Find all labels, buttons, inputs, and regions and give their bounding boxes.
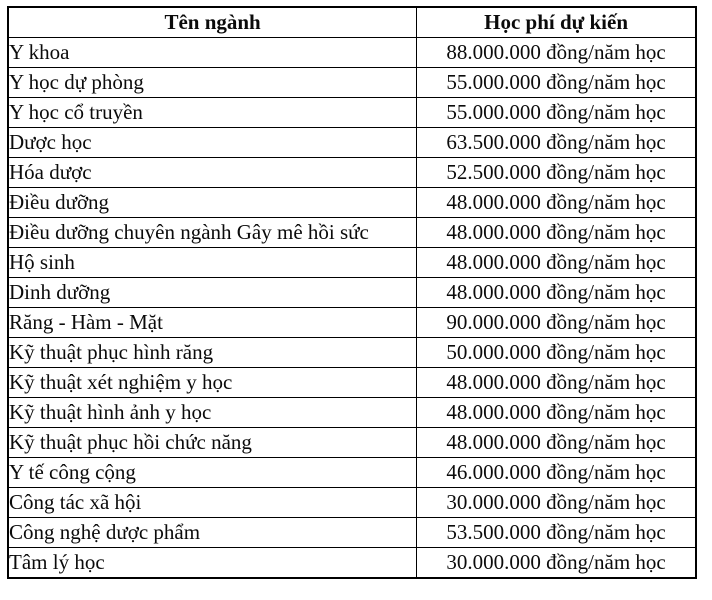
table-row xyxy=(8,428,696,458)
fee-cell: 48.000.000 đồng/năm học xyxy=(417,278,696,308)
table-row xyxy=(8,98,696,128)
table-row xyxy=(8,248,696,278)
header-fee: Học phí dự kiến xyxy=(417,7,696,38)
table-row xyxy=(8,488,696,518)
table-row xyxy=(8,128,696,158)
fee-cell: 30.000.000 đồng/năm học xyxy=(417,548,696,579)
table-row xyxy=(8,188,696,218)
table-row xyxy=(8,308,696,338)
table-row xyxy=(8,368,696,398)
fee-cell: 46.000.000 đồng/năm học xyxy=(417,458,696,488)
header-row xyxy=(8,7,696,38)
fee-cell: 50.000.000 đồng/năm học xyxy=(417,338,696,368)
major-cell: Công tác xã hội xyxy=(8,488,417,518)
table-row xyxy=(8,38,696,68)
major-cell: Răng - Hàm - Mặt xyxy=(8,308,417,338)
fee-cell: 48.000.000 đồng/năm học xyxy=(417,248,696,278)
table-body xyxy=(8,38,696,579)
major-cell: Kỹ thuật xét nghiệm y học xyxy=(8,368,417,398)
header-major: Tên ngành xyxy=(8,7,417,38)
table-row xyxy=(8,278,696,308)
major-cell: Kỹ thuật hình ảnh y học xyxy=(8,398,417,428)
major-cell: Y khoa xyxy=(8,38,417,68)
fee-cell: 88.000.000 đồng/năm học xyxy=(417,38,696,68)
major-cell: Kỹ thuật phục hình răng xyxy=(8,338,417,368)
fee-cell: 52.500.000 đồng/năm học xyxy=(417,158,696,188)
major-cell: Dược học xyxy=(8,128,417,158)
fee-cell: 48.000.000 đồng/năm học xyxy=(417,218,696,248)
major-cell: Điều dưỡng chuyên ngành Gây mê hồi sức xyxy=(8,218,417,248)
table-row xyxy=(8,218,696,248)
table-row xyxy=(8,398,696,428)
fee-cell: 63.500.000 đồng/năm học xyxy=(417,128,696,158)
major-cell: Hóa dược xyxy=(8,158,417,188)
fee-cell: 30.000.000 đồng/năm học xyxy=(417,488,696,518)
major-cell: Y học cổ truyền xyxy=(8,98,417,128)
major-cell: Tâm lý học xyxy=(8,548,417,579)
table-row xyxy=(8,548,696,579)
fee-cell: 48.000.000 đồng/năm học xyxy=(417,398,696,428)
major-cell: Công nghệ dược phẩm xyxy=(8,518,417,548)
fee-cell: 48.000.000 đồng/năm học xyxy=(417,188,696,218)
major-cell: Hộ sinh xyxy=(8,248,417,278)
fee-cell: 48.000.000 đồng/năm học xyxy=(417,368,696,398)
tuition-table xyxy=(7,6,697,579)
fee-cell: 90.000.000 đồng/năm học xyxy=(417,308,696,338)
fee-cell: 55.000.000 đồng/năm học xyxy=(417,68,696,98)
major-cell: Y học dự phòng xyxy=(8,68,417,98)
table-row xyxy=(8,158,696,188)
major-cell: Dinh dưỡng xyxy=(8,278,417,308)
fee-cell: 53.500.000 đồng/năm học xyxy=(417,518,696,548)
fee-cell: 55.000.000 đồng/năm học xyxy=(417,98,696,128)
fee-cell: 48.000.000 đồng/năm học xyxy=(417,428,696,458)
major-cell: Y tế công cộng xyxy=(8,458,417,488)
major-cell: Kỹ thuật phục hồi chức năng xyxy=(8,428,417,458)
table-row xyxy=(8,68,696,98)
table-row xyxy=(8,458,696,488)
table-row xyxy=(8,518,696,548)
table-row xyxy=(8,338,696,368)
major-cell: Điều dưỡng xyxy=(8,188,417,218)
